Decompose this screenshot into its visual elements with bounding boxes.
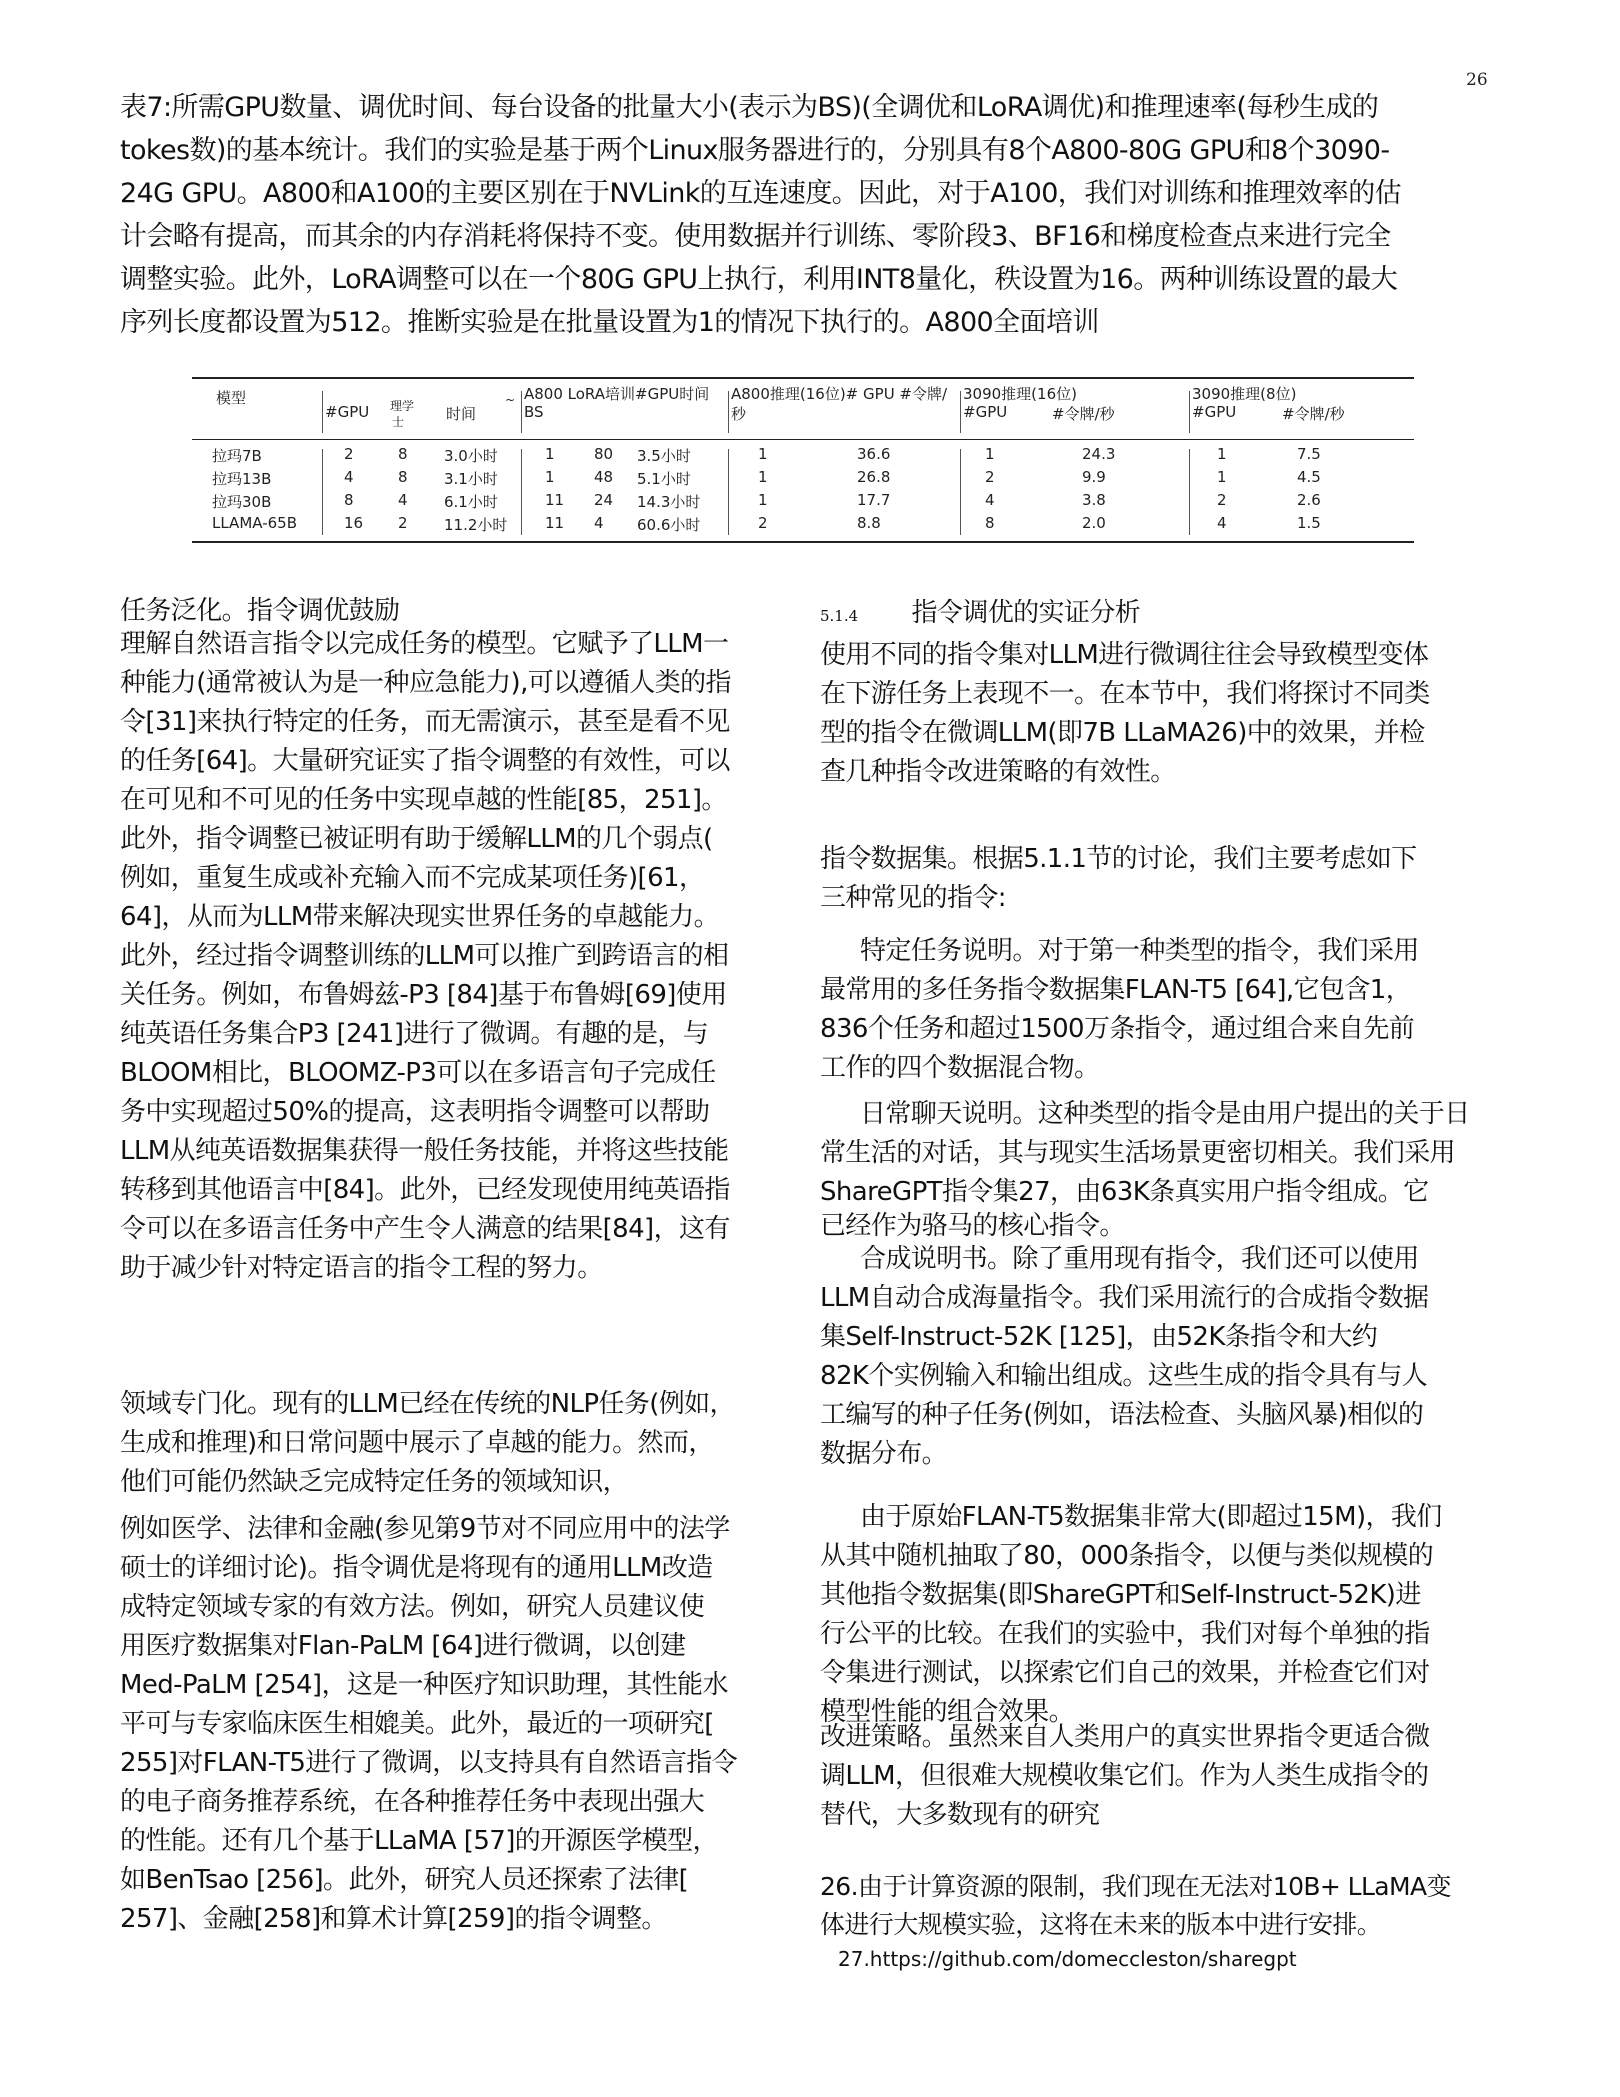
table-header-rule xyxy=(192,439,1414,440)
domain-specialization-paragraph-cont xyxy=(120,1510,790,1939)
cell-g16-gpu: 4 xyxy=(985,491,995,509)
cell-g8-gpu: 1 xyxy=(1217,445,1227,463)
intro-paragraph xyxy=(820,636,1490,792)
text-line: 的性能。还有几个基于LLaMA [57]的开源医学模型， xyxy=(120,1826,718,1856)
text-line: 例如，重复生成或补充输入而不完成某项任务)[61， xyxy=(120,863,705,893)
text-line: 在下游任务上表现不一。在本节中，我们将探讨不同类 xyxy=(820,679,1430,709)
cell-g16-tps: 24.3 xyxy=(1082,445,1116,463)
text-line: 调LLM，但很难大规模收集它们。作为人类生成指令的 xyxy=(820,1761,1429,1791)
caption-line: 调整实验。此外，LoRA调整可以在一个80G GPU上执行，利用INT8量化，秩设置为16。两种训练设置的最大 xyxy=(120,264,1398,295)
column-divider xyxy=(322,391,323,433)
instruction-datasets-paragraph xyxy=(820,840,1490,918)
cell-g16-gpu: 1 xyxy=(985,445,995,463)
cell-full-time: 3.1小时 xyxy=(444,470,498,488)
text-line: 常生活的对话，其与现实生活场景更密切相关。我们采用 xyxy=(820,1138,1456,1168)
text-line: 257]、金融[258]和算术计算[259]的指令调整。 xyxy=(120,1904,667,1934)
cell-g16-gpu: 2 xyxy=(985,468,995,486)
cell-full-gpu: 8 xyxy=(344,491,354,509)
cell-lora-gpu: 1 xyxy=(545,468,555,486)
header-model: 模型 xyxy=(216,389,247,407)
text-line: 令可以在多语言任务中产生令人满意的结果[84]，这有 xyxy=(120,1214,730,1244)
text-line: 使用不同的指令集对LLM进行微调往往会导致模型变体 xyxy=(820,640,1429,670)
column-divider xyxy=(1189,391,1190,433)
cell-lora-bs: 4 xyxy=(594,514,604,532)
text-line: 平可与专家临床医生相媲美。此外，最近的一项研究[ xyxy=(120,1709,714,1739)
header-3090-16: 3090推理(16位) xyxy=(963,385,1077,403)
column-divider xyxy=(728,391,729,433)
header-3090-16-gpu: #GPU xyxy=(963,403,1008,421)
text-line: 82K个实例输入和输出组成。这些生成的指令具有与人 xyxy=(820,1361,1428,1391)
text-line: LLM从纯英语数据集获得一般任务技能，并将这些技能 xyxy=(120,1136,729,1166)
cell-full-time: 6.1小时 xyxy=(444,493,498,511)
text-line: 领域专门化。现有的LLM已经在传统的NLP任务(例如， xyxy=(120,1389,735,1419)
text-line: Med-PaLM [254]，这是一种医疗知识助理，其性能水 xyxy=(120,1670,728,1700)
text-line: 助于减少针对特定语言的指令工程的努力。 xyxy=(120,1253,603,1283)
column-divider xyxy=(322,449,323,535)
text-line: 成特定领域专家的有效方法。例如，研究人员建议使 xyxy=(120,1592,705,1622)
text-line: 特定任务说明。对于第一种类型的指令，我们采用 xyxy=(860,936,1419,966)
text-line: 他们可能仍然缺乏完成特定任务的领域知识， xyxy=(120,1467,629,1497)
cell-a800-tps: 36.6 xyxy=(857,445,891,463)
header-a800-sub: 秒 xyxy=(731,405,747,423)
cell-g16-tps: 9.9 xyxy=(1082,468,1106,486)
section-number: 5.1.4 xyxy=(820,607,859,625)
text-line: 日常聊天说明。这种类型的指令是由用户提出的关于日 xyxy=(860,1099,1470,1129)
task-specific-paragraph xyxy=(820,932,1490,1088)
cell-model: LLAMA-65B xyxy=(212,514,297,532)
cell-lora-gpu: 11 xyxy=(545,491,565,509)
text-line: 的任务[64]。大量研究证实了指令调整的有效性，可以 xyxy=(120,746,730,776)
cell-a800-gpu: 1 xyxy=(758,445,768,463)
section-title: 指令调优的实证分析 xyxy=(911,598,1141,628)
cell-lora-gpu: 11 xyxy=(545,514,565,532)
text-line: 此外，指令调整已被证明有助于缓解LLM的几个弱点( xyxy=(120,824,713,854)
column-divider xyxy=(960,449,961,535)
text-line: 生成和推理)和日常问题中展示了卓越的能力。然而， xyxy=(120,1428,714,1458)
text-line: 在可见和不可见的任务中实现卓越的性能[85，251]。 xyxy=(120,785,727,815)
text-line: 转移到其他语言中[84]。此外，已经发现使用纯英语指 xyxy=(120,1175,730,1205)
page-number: 26 xyxy=(1466,70,1488,90)
synthetic-paragraph xyxy=(820,1240,1490,1474)
cell-a800-tps: 8.8 xyxy=(857,514,881,532)
domain-specialization-paragraph xyxy=(120,1385,790,1502)
text-line: 最常用的多任务指令数据集FLAN-T5 [64],它包含1， xyxy=(820,975,1412,1005)
cell-full-gpu: 4 xyxy=(344,468,354,486)
caption-line: tokes数)的基本统计。我们的实验是基于两个Linux服务器进行的，分别具有8个A800-80G GPU和8个3090- xyxy=(120,135,1390,166)
cell-lora-time: 3.5小时 xyxy=(637,447,691,465)
text-line: 种能力(通常被认为是一种应急能力),可以遵循人类的指 xyxy=(120,668,731,698)
cell-full-time: 3.0小时 xyxy=(444,447,498,465)
cell-g8-tps: 2.6 xyxy=(1297,491,1321,509)
cell-lora-gpu: 1 xyxy=(545,445,555,463)
text-line: 关任务。例如，布鲁姆兹-P3 [84]基于布鲁姆[69]使用 xyxy=(120,980,727,1010)
cell-g8-tps: 4.5 xyxy=(1297,468,1321,486)
header-tilde: ~ xyxy=(505,393,516,407)
column-divider xyxy=(521,391,522,433)
header-3090-8-tps: #令牌/秒 xyxy=(1282,405,1345,423)
text-line: 令集进行测试，以探索它们自己的效果，并检查它们对 xyxy=(820,1658,1430,1688)
header-3090-16-tps: #令牌/秒 xyxy=(1052,405,1115,423)
text-line: BLOOM相比，BLOOMZ-P3可以在多语言句子完成任 xyxy=(120,1058,716,1088)
text-line: 数据分布。 xyxy=(820,1439,948,1469)
text-line: 已经作为骆马的核心指令。 xyxy=(820,1211,1125,1241)
header-full-gpu: #GPU xyxy=(325,403,370,421)
text-line: 如BenTsao [256]。此外，研究人员还探索了法律[ xyxy=(120,1865,689,1895)
text-line: 工编写的种子任务(例如，语法检查、头脑风暴)相似的 xyxy=(820,1400,1424,1430)
text-line: 836个任务和超过1500万条指令，通过组合来自先前 xyxy=(820,1014,1415,1044)
text-line: 从其中随机抽取了80，000条指令，以便与类似规模的 xyxy=(820,1541,1434,1571)
text-line: 改进策略。虽然来自人类用户的真实世界指令更适合微 xyxy=(820,1722,1430,1752)
cell-g8-tps: 7.5 xyxy=(1297,445,1321,463)
text-line: 型的指令在微调LLM(即7B LLaMA26)中的效果，并检 xyxy=(820,718,1425,748)
cell-lora-time: 14.3小时 xyxy=(637,493,701,511)
section-heading xyxy=(820,594,1490,636)
text-line: LLM自动合成海量指令。我们采用流行的合成指令数据 xyxy=(820,1283,1429,1313)
text-line: 用医疗数据集对Flan-PaLM [64]进行微调，以创建 xyxy=(120,1631,686,1661)
header-full-time: 时间 xyxy=(446,405,477,423)
section-title-line xyxy=(820,594,1490,636)
header-full-bs-2: 士 xyxy=(392,415,405,429)
cell-g16-tps: 3.8 xyxy=(1082,491,1106,509)
text-line: ShareGPT指令集27，由63K条真实用户指令组成。它 xyxy=(820,1177,1429,1207)
text-line: 例如医学、法律和金融(参见第9节对不同应用中的法学 xyxy=(120,1514,730,1544)
text-line: 255]对FLAN-T5进行了微调，以支持具有自然语言指令 xyxy=(120,1748,738,1778)
header-full-bs: 理学 xyxy=(390,399,415,413)
cell-full-gpu: 16 xyxy=(344,514,364,532)
text-line: 查几种指令改进策略的有效性。 xyxy=(820,757,1176,787)
text-line: 64]，从而为LLM带来解决现实世界任务的卓越能力。 xyxy=(120,902,720,932)
text-line: 任务泛化。指令调优鼓励 xyxy=(120,596,400,626)
text-line: 由于原始FLAN-T5数据集非常大(即超过15M)，我们 xyxy=(860,1502,1442,1532)
cell-g16-gpu: 8 xyxy=(985,514,995,532)
improvement-paragraph xyxy=(820,1718,1490,1835)
caption-line: 表7:所需GPU数量、调优时间、每台设备的批量大小(表示为BS)(全调优和LoRA调优)和推理速率(每秒生成的 xyxy=(120,92,1379,123)
cell-a800-gpu: 2 xyxy=(758,514,768,532)
caption-line: 计会略有提高，而其余的内存消耗将保持不变。使用数据并行训练、零阶段3、BF16和梯度检查点来进行完全 xyxy=(120,221,1391,252)
cell-full-time: 11.2小时 xyxy=(444,516,508,534)
cell-lora-time: 60.6小时 xyxy=(637,516,701,534)
cell-full-bs: 8 xyxy=(398,445,408,463)
text-line: 26.由于计算资源的限制，我们现在无法对10B+ LLaMA变 xyxy=(820,1872,1451,1901)
text-line: 此外，经过指令调整训练的LLM可以推广到跨语言的相 xyxy=(120,941,729,971)
text-line: 指令数据集。根据5.1.1节的讨论，我们主要考虑如下 xyxy=(820,844,1417,874)
cell-lora-time: 5.1小时 xyxy=(637,470,691,488)
cell-model: 拉玛30B xyxy=(212,493,272,511)
statistics-table xyxy=(192,373,1414,548)
cell-model: 拉玛13B xyxy=(212,470,272,488)
cell-a800-tps: 17.7 xyxy=(857,491,891,509)
header-3090-8: 3090推理(8位) xyxy=(1192,385,1297,403)
header-lora: A800 LoRA培训#GPU时间 xyxy=(524,385,710,403)
cell-g16-tps: 2.0 xyxy=(1082,514,1106,532)
text-line: 令[31]来执行特定的任务，而无需演示，甚至是看不见 xyxy=(120,707,730,737)
column-divider xyxy=(728,449,729,535)
cell-lora-bs: 80 xyxy=(594,445,614,463)
cell-a800-gpu: 1 xyxy=(758,468,768,486)
cell-full-bs: 2 xyxy=(398,514,408,532)
cell-lora-bs: 24 xyxy=(594,491,614,509)
cell-a800-gpu: 1 xyxy=(758,491,768,509)
cell-g8-gpu: 2 xyxy=(1217,491,1227,509)
text-line: 模型性能的组合效果。 xyxy=(820,1697,1075,1727)
text-line: 务中实现超过50%的提高，这表明指令调整可以帮助 xyxy=(120,1097,710,1127)
cell-lora-bs: 48 xyxy=(594,468,614,486)
text-line: 理解自然语言指令以完成任务的模型。它赋予了LLM一 xyxy=(120,629,729,659)
caption-line: 序列长度都设置为512。推断实验是在批量设置为1的情况下执行的。A800全面培训 xyxy=(120,307,1099,338)
header-lora-bs: BS xyxy=(524,403,544,421)
header-a800: A800推理(16位)# GPU #令牌/ xyxy=(731,385,948,403)
column-divider xyxy=(521,449,522,535)
column-divider xyxy=(1189,449,1190,535)
text-line: 工作的四个数据混合物。 xyxy=(820,1053,1100,1083)
cell-full-bs: 8 xyxy=(398,468,408,486)
cell-a800-tps: 26.8 xyxy=(857,468,891,486)
text-line: 其他指令数据集(即ShareGPT和Self-Instruct-52K)进 xyxy=(820,1580,1421,1610)
table-caption xyxy=(120,86,1440,344)
text-line: 三种常见的指令: xyxy=(820,883,1006,913)
table-bottom-rule xyxy=(192,541,1414,543)
cell-g8-gpu: 4 xyxy=(1217,514,1227,532)
text-line: 硕士的详细讨论)。指令调优是将现有的通用LLM改造 xyxy=(120,1553,713,1583)
text-line: 体进行大规模实验，这将在未来的版本中进行安排。 xyxy=(820,1910,1382,1939)
footnote-27 xyxy=(838,1940,1508,1979)
cell-g8-tps: 1.5 xyxy=(1297,514,1321,532)
cell-full-gpu: 2 xyxy=(344,445,354,463)
text-line: 行公平的比较。在我们的实验中，我们对每个单独的指 xyxy=(820,1619,1430,1649)
daily-chat-paragraph xyxy=(820,1095,1490,1212)
cell-model: 拉玛7B xyxy=(212,447,262,465)
text-line: 集Self-Instruct-52K [125]，由52K条指令和大约 xyxy=(820,1322,1378,1352)
sampling-paragraph xyxy=(820,1498,1490,1732)
cell-g8-gpu: 1 xyxy=(1217,468,1227,486)
footnote-link[interactable]: 27.https://github.com/domeccleston/sharegpt xyxy=(838,1947,1297,1971)
header-3090-8-gpu: #GPU xyxy=(1192,403,1237,421)
task-generalization-paragraph xyxy=(120,592,790,1288)
text-line: 的电子商务推荐系统，在各种推荐任务中表现出强大 xyxy=(120,1787,705,1817)
cell-full-bs: 4 xyxy=(398,491,408,509)
text-line: 纯英语任务集合P3 [241]进行了微调。有趣的是，与 xyxy=(120,1019,709,1049)
caption-line: 24G GPU。A800和A100的主要区别在于NVLink的互连速度。因此，对于A100，我们对训练和推理效率的估 xyxy=(120,178,1402,209)
column-divider xyxy=(960,391,961,433)
footnote-26 xyxy=(820,1868,1490,1944)
text-line: 替代，大多数现有的研究 xyxy=(820,1800,1100,1830)
table-top-rule xyxy=(192,377,1414,379)
text-line: 合成说明书。除了重用现有指令，我们还可以使用 xyxy=(860,1244,1419,1274)
